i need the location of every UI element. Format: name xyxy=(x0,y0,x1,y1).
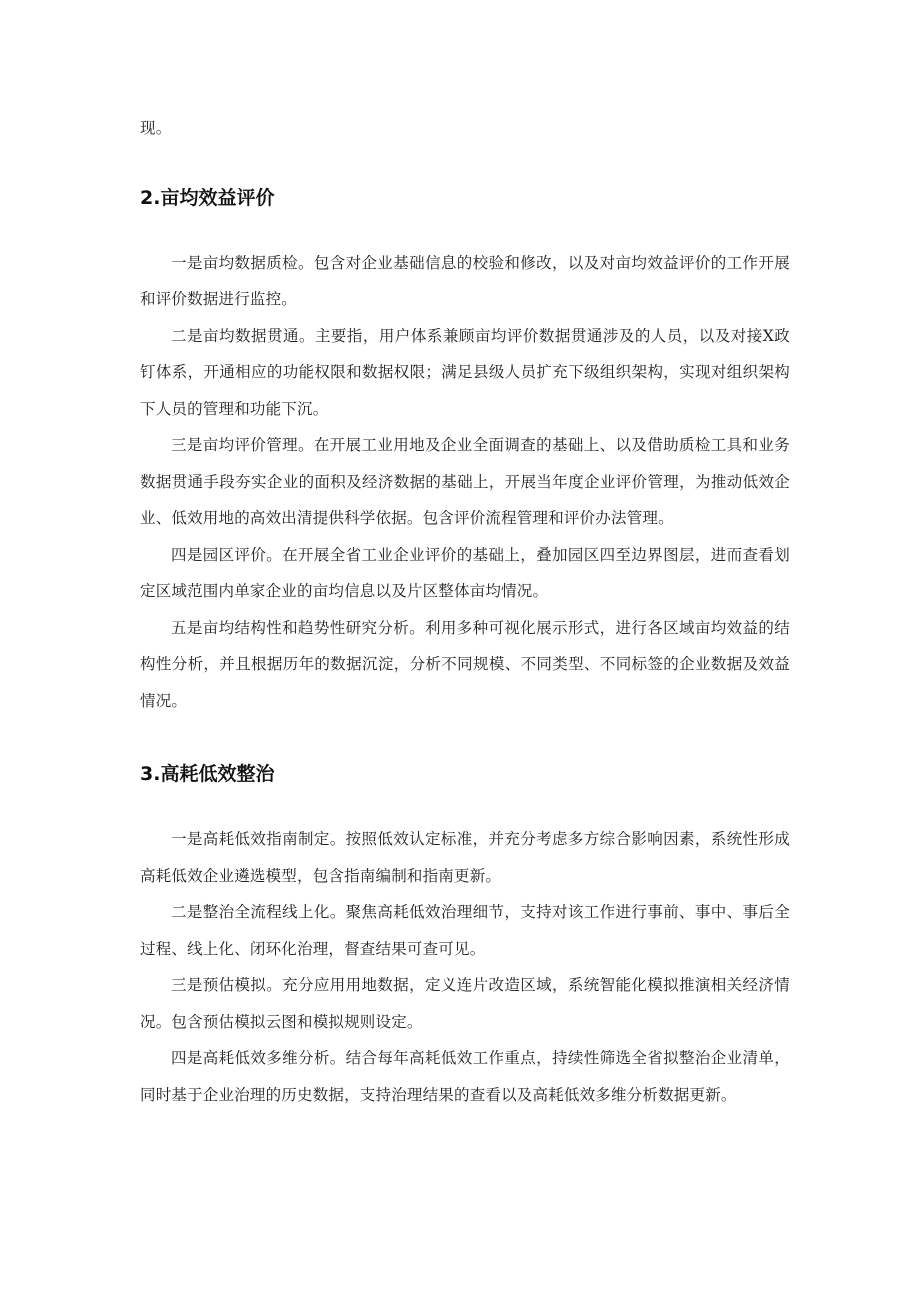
paragraph: 二是亩均数据贯通。主要指，用户体系兼顾亩均评价数据贯通涉及的人员，以及对接X政钉体系，开通相应的功能权限和数据权限；满足县级人员扩充下级组织架构，实现对组织架构下人员的管理和功能下沉。 xyxy=(140,326,790,418)
paragraph: 三是亩均评价管理。在开展工业用地及企业全面调查的基础上、以及借助质检工具和业务数据贯通手段夯实企业的面积及经济数据的基础上，开展当年度企业评价管理，为推动低效企业、低效用地的高效出清提供科学依据。包含评价流程管理和评价办法管理。 xyxy=(140,436,790,527)
paragraph: 四是园区评价。在开展全省工业企业评价的基础上，叠加园区四至边界图层，进而查看划定区域范围内单家企业的亩均信息以及片区整体亩均情况。 xyxy=(140,545,790,600)
paragraph: 二是整治全流程线上化。聚焦高耗低效治理细节，支持对该工作进行事前、事中、事后全过程、线上化、闭环化治理，督查结果可查可见。 xyxy=(140,903,790,958)
section-heading-mu-benefit: 2.亩均效益评价 xyxy=(140,186,275,209)
paragraph: 一是亩均数据质检。包含对企业基础信息的校验和修改，以及对亩均效益评价的工作开展和评价数据进行监控。 xyxy=(140,253,790,308)
paragraph: 三是预估模拟。充分应用用地数据，定义连片改造区域，系统智能化模拟推演相关经济情况。包含预估模拟云图和模拟规则设定。 xyxy=(140,976,790,1031)
continuation-text: 现。 xyxy=(140,119,172,137)
document-body xyxy=(140,110,790,1113)
paragraph: 四是高耗低效多维分析。结合每年高耗低效工作重点，持续性筛选全省拟整治企业清单，同时基于企业治理的历史数据，支持治理结果的查看以及高耗低效多维分析数据更新。 xyxy=(140,1049,790,1104)
section-heading-high-consumption: 3.高耗低效整治 xyxy=(140,763,275,785)
paragraph: 五是亩均结构性和趋势性研究分析。利用多种可视化展示形式，进行各区域亩均效益的结构性分析，并且根据历年的数据沉淀，分析不同规模、不同类型、不同标签的企业数据及效益情况。 xyxy=(140,618,790,710)
paragraph: 一是高耗低效指南制定。按照低效认定标准，并充分考虑多方综合影响因素，系统性形成高耗低效企业遴选模型，包含指南编制和指南更新。 xyxy=(140,830,790,885)
